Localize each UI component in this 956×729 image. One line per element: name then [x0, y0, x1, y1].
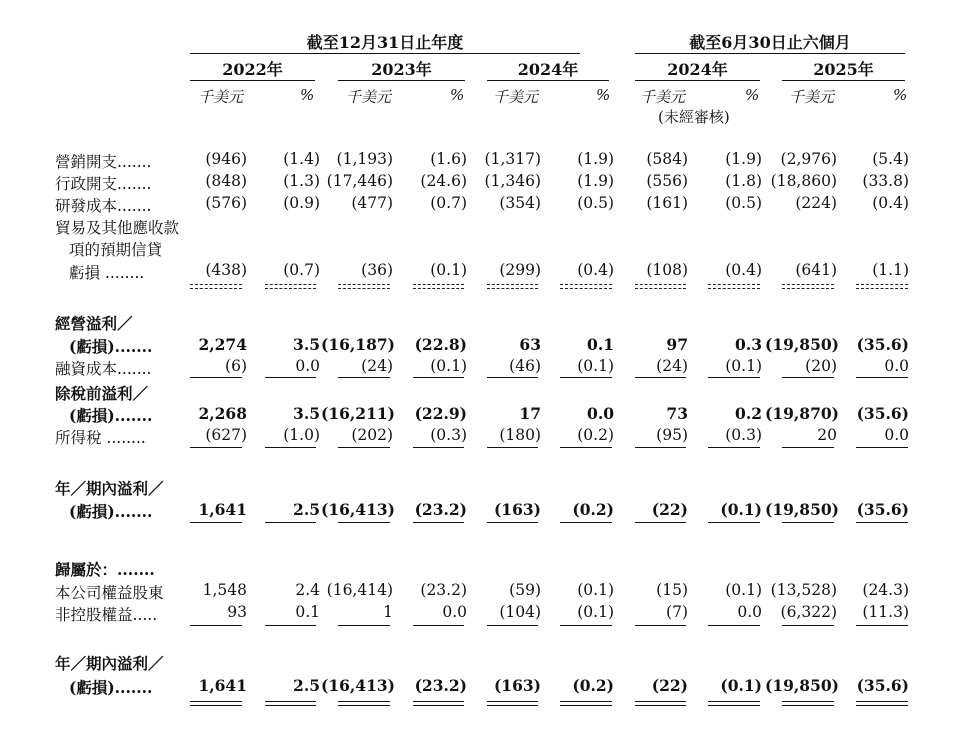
table-cell: 17 — [519, 404, 541, 423]
group-rule-half-year — [635, 53, 905, 54]
row-label: 除稅前溢利／ — [55, 384, 149, 403]
table-cell: (35.6) — [856, 676, 909, 695]
subtotal-rule — [487, 625, 538, 626]
row-label: 營銷開支....... — [55, 153, 152, 171]
subtotal-rule — [782, 522, 834, 523]
subtotal-rule — [265, 625, 316, 626]
subtotal-rule — [856, 625, 908, 626]
table-cell: (0.1) — [577, 581, 614, 599]
group-rule-annual — [190, 53, 580, 54]
table-cell: (576) — [205, 194, 247, 212]
table-cell: (19,850) — [765, 500, 839, 519]
unit-pct-header: % — [745, 86, 760, 104]
table-cell: (0.2) — [577, 426, 614, 444]
table-cell: (163) — [493, 676, 541, 695]
table-cell: (0.1) — [720, 500, 762, 519]
table-cell: 2.5 — [293, 500, 320, 519]
table-cell: (946) — [205, 150, 247, 168]
table-cell: (0.1) — [725, 581, 762, 599]
subtotal-rule — [782, 447, 834, 448]
subtotal-dashed-rule — [413, 284, 464, 289]
table-cell: (1.4) — [283, 150, 320, 168]
table-cell: 1,548 — [202, 581, 247, 599]
table-cell: (1.3) — [283, 172, 320, 190]
table-cell: (59) — [509, 581, 541, 599]
table-cell: (0.5) — [725, 194, 762, 212]
row-label: 歸屬於：....... — [55, 560, 155, 579]
table-cell: (18,860) — [770, 172, 837, 190]
table-cell: (1.6) — [430, 150, 467, 168]
table-cell: (104) — [499, 603, 541, 621]
subtotal-rule — [560, 625, 612, 626]
total-double-rule — [413, 701, 464, 706]
table-cell: 1 — [383, 603, 393, 621]
subtotal-rule — [190, 377, 242, 378]
table-cell: (23.2) — [414, 500, 467, 519]
table-cell: (5.4) — [872, 150, 909, 168]
table-cell: (1.9) — [577, 172, 614, 190]
row-label: 本公司權益股東 — [55, 584, 164, 602]
table-cell: (299) — [499, 261, 541, 279]
unit-pct-header: % — [596, 86, 611, 104]
row-label: 經營溢利／ — [55, 314, 133, 333]
year-rule — [635, 80, 760, 81]
total-double-rule — [560, 701, 612, 706]
unit-amount-header: 千美元 — [789, 88, 835, 106]
year-header-2024-half: 2024年 — [667, 60, 728, 79]
table-cell: 3.5 — [293, 404, 320, 423]
table-cell: (22) — [651, 500, 688, 519]
table-cell: (0.1) — [720, 676, 762, 695]
row-label: 虧損 ........ — [69, 264, 145, 282]
subtotal-rule — [265, 447, 316, 448]
table-cell: (16,211) — [321, 404, 395, 423]
table-cell: (180) — [499, 426, 541, 444]
unit-amount-header: 千美元 — [198, 88, 244, 106]
unit-amount-header: 千美元 — [346, 88, 392, 106]
table-cell: (13,528) — [770, 581, 837, 599]
table-cell: 3.5 — [293, 335, 320, 354]
year-header-2023: 2023年 — [371, 60, 432, 79]
table-cell: (0.1) — [430, 357, 467, 375]
table-cell: (24) — [361, 357, 393, 375]
table-cell: (0.1) — [430, 261, 467, 279]
table-cell: (1.1) — [872, 261, 909, 279]
subtotal-rule — [782, 377, 834, 378]
table-cell: (16,413) — [321, 676, 395, 695]
table-cell: (46) — [509, 357, 541, 375]
table-cell: (438) — [205, 261, 247, 279]
total-double-rule — [708, 701, 760, 706]
subtotal-rule — [413, 522, 464, 523]
table-cell: 1,641 — [198, 500, 247, 519]
table-cell: 63 — [519, 335, 541, 354]
year-rule — [487, 80, 609, 81]
table-cell: 0.0 — [295, 357, 320, 375]
table-cell: (556) — [646, 172, 688, 190]
subtotal-rule — [487, 522, 538, 523]
table-cell: (0.7) — [283, 261, 320, 279]
year-rule — [782, 80, 905, 81]
unit-pct-header: % — [893, 86, 908, 104]
row-label: 貿易及其他應收款 — [55, 219, 180, 237]
table-cell: (33.8) — [862, 172, 909, 190]
subtotal-rule — [487, 447, 538, 448]
table-cell: (1,193) — [336, 150, 393, 168]
table-cell: (22.8) — [414, 335, 467, 354]
table-cell: (1.9) — [577, 150, 614, 168]
table-cell: 20 — [817, 426, 837, 444]
table-cell: 0.1 — [295, 603, 320, 621]
row-label: (虧損)....... — [69, 406, 153, 425]
table-cell: (17,446) — [326, 172, 393, 190]
subtotal-rule — [708, 377, 760, 378]
subtotal-rule — [560, 447, 612, 448]
subtotal-rule — [487, 377, 538, 378]
subtotal-dashed-rule — [265, 284, 316, 289]
subtotal-dashed-rule — [708, 284, 760, 289]
table-cell: (24) — [656, 357, 688, 375]
table-cell: 93 — [227, 603, 247, 621]
table-cell: (22) — [651, 676, 688, 695]
row-label: (虧損)....... — [69, 502, 153, 521]
table-cell: (7) — [666, 603, 688, 621]
row-label: 年／期內溢利／ — [55, 479, 164, 498]
total-double-rule — [190, 701, 242, 706]
unit-pct-header: % — [450, 86, 465, 104]
table-cell: 0.3 — [735, 335, 762, 354]
subtotal-rule — [635, 377, 686, 378]
total-double-rule — [338, 701, 390, 706]
table-cell: (11.3) — [862, 603, 909, 621]
unit-pct-header: % — [300, 86, 315, 104]
table-cell: (0.1) — [725, 357, 762, 375]
subtotal-rule — [190, 447, 242, 448]
table-cell: 0.0 — [884, 426, 909, 444]
table-cell: (36) — [361, 261, 393, 279]
table-cell: (584) — [646, 150, 688, 168]
table-cell: (35.6) — [856, 500, 909, 519]
subtotal-rule — [635, 625, 686, 626]
table-cell: 0.0 — [442, 603, 467, 621]
total-double-rule — [635, 701, 686, 706]
subtotal-dashed-rule — [190, 284, 242, 289]
table-cell: (354) — [499, 194, 541, 212]
unit-amount-header: 千美元 — [640, 88, 686, 106]
table-cell: 0.0 — [737, 603, 762, 621]
table-cell: (1,346) — [484, 172, 541, 190]
unit-amount-header: 千美元 — [493, 88, 539, 106]
table-cell: 0.1 — [587, 335, 614, 354]
table-cell: 2,274 — [198, 335, 247, 354]
table-cell: (1.8) — [725, 172, 762, 190]
table-cell: (0.9) — [283, 194, 320, 212]
table-cell: (0.5) — [577, 194, 614, 212]
subtotal-rule — [265, 522, 316, 523]
table-cell: (15) — [656, 581, 688, 599]
group-header-annual: 截至12月31日止年度 — [306, 33, 464, 52]
subtotal-rule — [856, 522, 908, 523]
table-cell: (24.6) — [420, 172, 467, 190]
table-cell: (0.3) — [430, 426, 467, 444]
subtotal-dashed-rule — [338, 284, 390, 289]
table-cell: (0.1) — [577, 357, 614, 375]
table-cell: (95) — [656, 426, 688, 444]
table-cell: (16,187) — [321, 335, 395, 354]
table-cell: (1.0) — [283, 426, 320, 444]
table-cell: (20) — [805, 357, 837, 375]
table-cell: (24.3) — [862, 581, 909, 599]
year-rule — [338, 80, 465, 81]
table-cell: (35.6) — [856, 335, 909, 354]
table-cell: (16,414) — [326, 581, 393, 599]
table-cell: (477) — [351, 194, 393, 212]
row-label: (虧損)....... — [69, 678, 153, 697]
row-label: (虧損)....... — [69, 337, 153, 356]
subtotal-rule — [708, 625, 760, 626]
row-label: 年／期內溢利／ — [55, 654, 164, 673]
table-cell: (848) — [205, 172, 247, 190]
subtotal-rule — [635, 522, 686, 523]
subtotal-dashed-rule — [635, 284, 686, 289]
table-cell: 1,641 — [198, 676, 247, 695]
group-header-half-year: 截至6月30日止六個月 — [689, 33, 851, 52]
subtotal-rule — [338, 377, 390, 378]
subtotal-rule — [190, 522, 242, 523]
subtotal-rule — [708, 522, 760, 523]
table-cell: (0.7) — [430, 194, 467, 212]
table-cell: (163) — [493, 500, 541, 519]
year-header-2025-half: 2025年 — [813, 60, 874, 79]
subtotal-dashed-rule — [487, 284, 538, 289]
row-label: 行政開支....... — [55, 175, 152, 193]
row-label: 融資成本....... — [55, 360, 152, 378]
table-cell: (0.2) — [572, 676, 614, 695]
table-cell: 97 — [666, 335, 688, 354]
table-cell: 0.0 — [884, 357, 909, 375]
table-cell: 0.2 — [735, 404, 762, 423]
subtotal-rule — [265, 377, 316, 378]
subtotal-rule — [338, 522, 390, 523]
table-cell: (108) — [646, 261, 688, 279]
table-cell: (16,413) — [321, 500, 395, 519]
subtotal-rule — [560, 377, 612, 378]
year-header-2024: 2024年 — [517, 60, 579, 79]
subtotal-rule — [635, 447, 686, 448]
subtotal-dashed-rule — [560, 284, 612, 289]
table-cell: 2.4 — [295, 581, 320, 599]
table-cell: (161) — [646, 194, 688, 212]
table-cell: (35.6) — [856, 404, 909, 423]
table-cell: (1.9) — [725, 150, 762, 168]
table-cell: (19,850) — [765, 335, 839, 354]
table-cell: (641) — [795, 261, 837, 279]
subtotal-rule — [190, 625, 242, 626]
table-cell: (627) — [205, 426, 247, 444]
table-cell: 73 — [666, 404, 688, 423]
subtotal-rule — [413, 377, 464, 378]
table-cell: (0.4) — [725, 261, 762, 279]
table-cell: 2.5 — [293, 676, 320, 695]
subtotal-rule — [413, 625, 464, 626]
subtotal-dashed-rule — [856, 284, 908, 289]
table-cell: (0.3) — [725, 426, 762, 444]
table-cell: (19,870) — [765, 404, 839, 423]
table-cell: (0.2) — [572, 500, 614, 519]
year-header-2022: 2022年 — [222, 60, 283, 79]
table-cell: (22.9) — [414, 404, 467, 423]
total-double-rule — [856, 701, 908, 706]
row-label: 非控股權益..... — [55, 606, 158, 624]
total-double-rule — [782, 701, 834, 706]
subtotal-rule — [856, 377, 908, 378]
table-cell: (6,322) — [780, 603, 837, 621]
table-cell: (224) — [795, 194, 837, 212]
unaudited-note: (未經審核) — [658, 108, 730, 126]
table-cell: (0.4) — [577, 261, 614, 279]
table-cell: (19,850) — [765, 676, 839, 695]
table-cell: (2,976) — [780, 150, 837, 168]
table-cell: (0.4) — [872, 194, 909, 212]
subtotal-rule — [856, 447, 908, 448]
table-cell: (0.1) — [577, 603, 614, 621]
table-cell: 0.0 — [587, 404, 614, 423]
subtotal-rule — [782, 625, 834, 626]
table-cell: (6) — [225, 357, 247, 375]
table-cell: (23.2) — [414, 676, 467, 695]
table-cell: (1,317) — [484, 150, 541, 168]
table-cell: 2,268 — [198, 404, 247, 423]
year-rule — [190, 80, 315, 81]
table-cell: (202) — [351, 426, 393, 444]
row-label: 項的預期信貸 — [69, 241, 163, 259]
subtotal-rule — [413, 447, 464, 448]
subtotal-rule — [708, 447, 760, 448]
subtotal-rule — [338, 447, 390, 448]
subtotal-dashed-rule — [782, 284, 834, 289]
total-double-rule — [265, 701, 316, 706]
total-double-rule — [487, 701, 538, 706]
row-label: 研發成本....... — [55, 197, 152, 215]
table-cell: (23.2) — [420, 581, 467, 599]
subtotal-rule — [338, 625, 390, 626]
subtotal-rule — [560, 522, 612, 523]
row-label: 所得稅 ........ — [55, 429, 146, 447]
